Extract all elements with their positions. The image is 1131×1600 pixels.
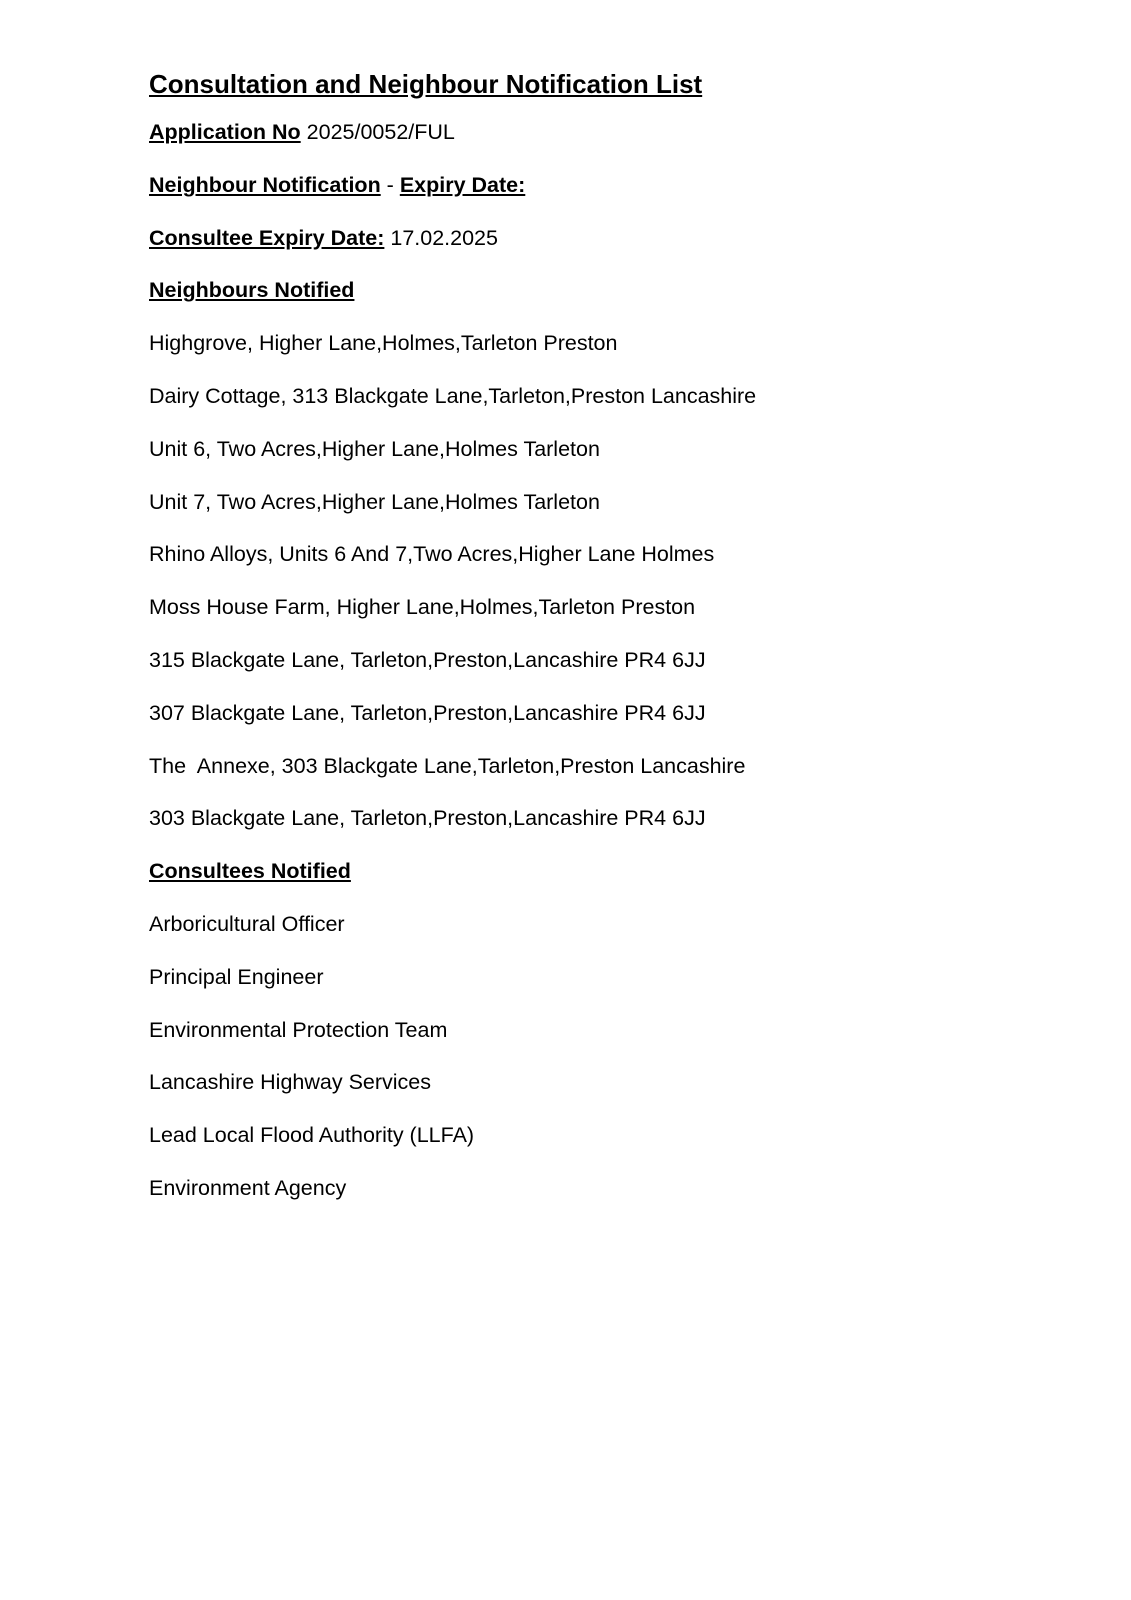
neighbour-expiry-row — [149, 171, 1049, 199]
consultee-expiry-label: Consultee Expiry Date: — [149, 225, 385, 250]
list-item: Principal Engineer — [149, 964, 324, 989]
list-item: Highgrove, Higher Lane,Holmes,Tarleton Preston — [149, 331, 618, 356]
list-item: The Annexe, 303 Blackgate Lane,Tarleton,Preston Lancashire — [149, 753, 746, 778]
application-number-label: Application No — [149, 120, 301, 144]
list-item: Lead Local Flood Authority (LLFA) — [149, 1123, 475, 1148]
list-item: 315 Blackgate Lane, Tarleton,Preston,Lancashire PR4 6JJ — [149, 647, 706, 672]
neighbour-expiry-label-part1: Neighbour Notification — [149, 172, 381, 197]
neighbours-heading: Neighbours Notified — [149, 278, 355, 303]
application-number-value: 2025/0052/FUL — [306, 120, 455, 144]
consultee-expiry-value: 17.02.2025 — [390, 225, 498, 250]
list-item: Environmental Protection Team — [149, 1017, 448, 1042]
document-content — [149, 64, 1049, 1227]
neighbours-list — [149, 329, 1049, 832]
list-item: Lancashire Highway Services — [149, 1070, 432, 1095]
list-item: Moss House Farm, Higher Lane,Holmes,Tarleton Preston — [149, 595, 696, 620]
consultees-list — [149, 910, 1049, 1202]
neighbour-expiry-separator: - — [380, 172, 400, 197]
application-number-row — [149, 118, 1049, 146]
list-item: Unit 6, Two Acres,Higher Lane,Holmes Tarleton — [149, 436, 600, 461]
page-title: Consultation and Neighbour Notification List — [149, 69, 703, 99]
list-item: 303 Blackgate Lane, Tarleton,Preston,Lancashire PR4 6JJ — [149, 806, 706, 831]
list-item: Dairy Cottage, 313 Blackgate Lane,Tarleton,Preston Lancashire — [149, 383, 757, 408]
consultees-heading: Consultees Notified — [149, 859, 351, 884]
list-item: Unit 7, Two Acres,Higher Lane,Holmes Tarleton — [149, 489, 600, 514]
consultee-expiry-row — [149, 224, 1049, 252]
list-item: 307 Blackgate Lane, Tarleton,Preston,Lancashire PR4 6JJ — [149, 700, 706, 725]
list-item: Environment Agency — [149, 1175, 347, 1200]
list-item: Rhino Alloys, Units 6 And 7,Two Acres,Higher Lane Holmes — [149, 542, 715, 567]
list-item: Arboricultural Officer — [149, 911, 345, 936]
neighbour-expiry-label-part2: Expiry Date: — [399, 172, 526, 197]
